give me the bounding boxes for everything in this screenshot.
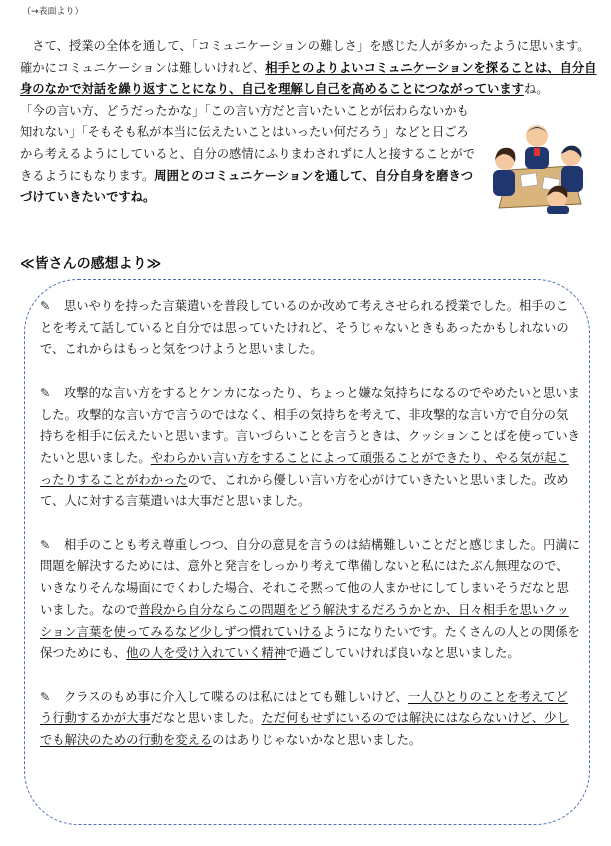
intro-emphasis: 相手とのよりよいコミュニケーションを探ることは、自分自身のなかで対話を繰り返すことになり、自己を理解し自己を高めることにつながっています bbox=[20, 60, 597, 97]
students-discussion-illustration bbox=[491, 118, 585, 214]
entry-underlined: 他の人を受け入れていく精神 bbox=[126, 646, 286, 661]
impression-entry-1 bbox=[40, 296, 580, 361]
impressions-heading: ≪皆さんの感想より≫ bbox=[20, 256, 162, 272]
impression-entry-2 bbox=[40, 383, 580, 513]
pencil-icon: ✎ bbox=[40, 537, 51, 552]
impression-entry-4 bbox=[40, 687, 580, 752]
intro-emphasis-2: 周囲とのコミュニケーションを通して、自分自身を磨きつづけていきたいですね。 bbox=[20, 168, 474, 205]
pencil-icon: ✎ bbox=[40, 299, 51, 313]
pencil-icon: ✎ bbox=[40, 689, 51, 704]
pencil-icon: ✎ bbox=[40, 385, 51, 400]
continued-note: （→表面より） bbox=[22, 7, 84, 17]
entry-text: 攻撃的な言い方をするとケンカになったり、ちょっと嫌な気持ちになるのでやめたいと思いました。攻撃的な言い方で言うのではなく、相手の気持ちを考えて、非攻撃的な言い方で自分の気持ちを相手に伝えたいと思います。言いづらいことを言うときは、クッションことばを使っていきたいと思いました。 bbox=[40, 385, 580, 465]
entry-text: クラスのもめ事に介入して喋るのは私にはとても難しいけど、 bbox=[64, 689, 408, 704]
intro-text-2: 「今の言い方、どうだったかな」「この言い方だと言いたいことが伝わらないかも知れない」「そもそも私が本当に伝えたいことはいったい何だろう」などと日ごろから考えるようにしていると、自分の感情にふりまわされずに人と接することができるようにもなります。 bbox=[20, 103, 475, 183]
entry-text: だなと思いました。 bbox=[150, 711, 262, 726]
entry-text: ようになりたいです。たくさんの人との関係を保つためにも、 bbox=[40, 624, 580, 661]
intro-paragraph-1 bbox=[20, 36, 598, 101]
entry-text: ので、これから優しい言い方を心がけていきたいと思いました。改めて、人に対する言葉遣いは大事だと思いました。 bbox=[40, 472, 569, 509]
intro-text: さて、授業の全体を通して、「コミュニケーションの難しさ」を感じた人が多かったように思います。確かにコミュニケーションは難しいけれど、 bbox=[20, 39, 590, 75]
entry-text: のはありじゃないかなと思いました。 bbox=[212, 733, 422, 748]
entry-text: 思いやりを持った言葉遣いを普段しているのか改めて考えさせられる授業でした。相手のことを考えて話していると自分では思っていたけれど、そうじゃないときもあったかもしれないので、これからはもっと気をつけようと思いました。 bbox=[40, 299, 569, 357]
entry-underlined: 一人ひとりのことを考えてどう行動するかが大事 bbox=[40, 689, 568, 726]
entry-underlined: やわらかい言い方をすることによって頑張ることができたり、やる気が起こったりすることがわかった bbox=[40, 450, 569, 487]
entry-underlined: ただ何もせずにいるのでは解決にはならないけど、少しでも解決のための行動を変える bbox=[40, 711, 569, 748]
intro-text-end: ね。 bbox=[523, 82, 549, 97]
impressions-list bbox=[40, 296, 580, 752]
entry-text: 相手のことも考え尊重しつつ、自分の意見を言うのは結構難しいことだと感じました。円満に問題を解決するためには、意外と発言をしっかり考えて準備しないと私にはたぶん無理なので、いきなりそんな場面にでくわした場合、それこそ黙って他の人まかせにしてしまいそうだなと思いました。なので bbox=[40, 537, 580, 617]
impression-entry-3 bbox=[40, 535, 580, 665]
entry-underlined: 普段から自分ならこの問題をどう解決するだろうかとか、日々相手を思いクッション言葉を使ってみるなど少しずつ慣れていける bbox=[40, 602, 569, 639]
entry-text: で過ごしていければ良いなと思いました。 bbox=[285, 646, 520, 661]
intro-paragraph-2 bbox=[20, 101, 478, 209]
